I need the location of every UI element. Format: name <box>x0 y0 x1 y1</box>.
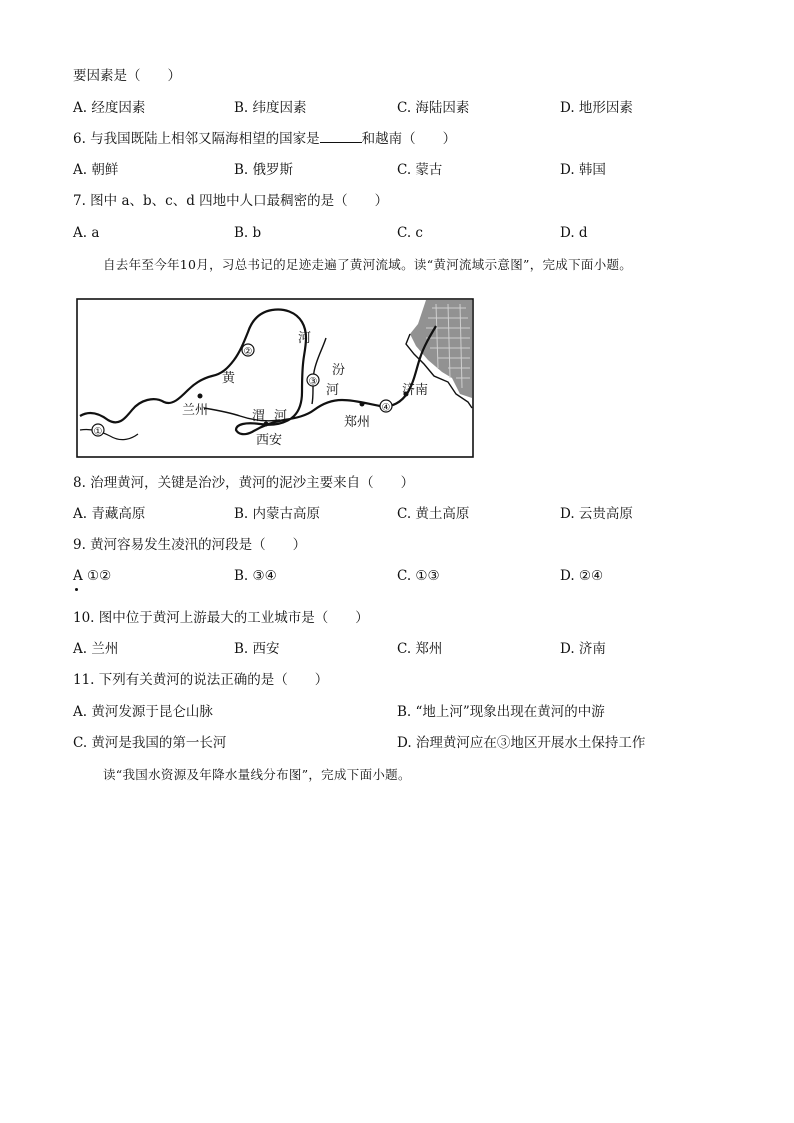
label-he: 河 <box>298 331 312 346</box>
label-fen: 汾 <box>332 363 346 378</box>
label-xian: 西安 <box>256 433 283 448</box>
label-huang: 黄 <box>222 371 236 386</box>
city-dot-lanzhou <box>198 394 203 399</box>
q10-option-c: C. 郑州 <box>397 641 443 657</box>
marker-3-label: ③ <box>308 376 318 388</box>
q11-option-c: C. 黄河是我国的第一长河 <box>73 735 227 751</box>
q10-stem: 10. 图中位于黄河上游最大的工业城市是（ ） <box>73 610 369 626</box>
q6-stem <box>73 130 456 148</box>
label-zhengzhou: 郑州 <box>344 415 371 430</box>
q6-stem-after: 和越南（ ） <box>361 131 457 147</box>
q5-option-c: C. 海陆因素 <box>397 100 470 116</box>
q8-option-b: B. 内蒙古高原 <box>234 506 321 522</box>
q6-blank <box>320 130 362 143</box>
q8-stem: 8. 治理黄河，关键是治沙，黄河的泥沙主要来自（ ） <box>73 475 415 491</box>
q8-option-d: D. 云贵高原 <box>560 506 633 522</box>
q6-option-c: C. 蒙古 <box>397 162 443 178</box>
q8-option-a: A. 青藏高原 <box>73 506 146 522</box>
label-wei: 渭 <box>252 409 266 424</box>
q8-option-c: C. 黄土高原 <box>397 506 470 522</box>
label-fen-he: 河 <box>326 383 340 398</box>
intro-yellow-river: 自去年至今年10月，习总书记的足迹走遍了黄河流域。读“黄河流域示意图”，完成下面小题。 <box>103 257 633 272</box>
fen-river <box>312 338 326 404</box>
label-jinan: 济南 <box>402 383 429 398</box>
q7-option-d: D. d <box>560 225 588 241</box>
q6-option-b: B. 俄罗斯 <box>234 162 294 178</box>
stray-dot <box>75 588 78 591</box>
q7-option-a: A. a <box>73 225 100 241</box>
intro-water-resources: 读“我国水资源及年降水量线分布图”，完成下面小题。 <box>103 767 411 782</box>
q9-option-c: C. ①③ <box>397 568 440 584</box>
q7-stem: 7. 图中 a、b、c、d 四地中人口最稠密的是（ ） <box>73 193 389 209</box>
marker-1-label: ① <box>93 426 103 438</box>
q10-option-b: B. 西安 <box>234 641 280 657</box>
label-wei-he: 河 <box>274 409 288 424</box>
q9-option-a: A ①② <box>73 568 112 584</box>
q11-option-a: A. 黄河发源于昆仑山脉 <box>73 704 213 720</box>
q5-option-a: A. 经度因素 <box>73 100 146 116</box>
q10-option-a: A. 兰州 <box>73 641 119 657</box>
q9-option-d: D. ②④ <box>560 568 604 584</box>
q5-option-b: B. 纬度因素 <box>234 100 307 116</box>
q5-option-d: D. 地形因素 <box>560 100 633 116</box>
q6-option-d: D. 韩国 <box>560 162 606 178</box>
q7-option-b: B. b <box>234 225 262 241</box>
label-lanzhou: 兰州 <box>182 403 209 418</box>
yellow-river-basin-map <box>76 298 474 458</box>
q11-option-b: B. “地上河”现象出现在黄河的中游 <box>397 704 605 720</box>
q7-option-c: C. c <box>397 225 423 241</box>
marker-2-label: ② <box>243 346 253 358</box>
q11-stem: 11. 下列有关黄河的说法正确的是（ ） <box>73 672 329 688</box>
q11-option-d: D. 治理黄河应在③地区开展水土保持工作 <box>397 735 646 751</box>
q9-option-b: B. ③④ <box>234 568 277 584</box>
q6-option-a: A. 朝鲜 <box>73 162 119 178</box>
q10-option-d: D. 济南 <box>560 641 606 657</box>
q5-stem: 要因素是（ ） <box>73 68 181 84</box>
city-dot-zhengzhou <box>360 402 365 407</box>
q9-stem: 9. 黄河容易发生凌汛的河段是（ ） <box>73 537 307 553</box>
wei-river <box>204 408 280 421</box>
q6-stem-before: 6. 与我国既陆上相邻又隔海相望的国家是 <box>73 131 320 147</box>
marker-4-label: ④ <box>381 402 391 414</box>
